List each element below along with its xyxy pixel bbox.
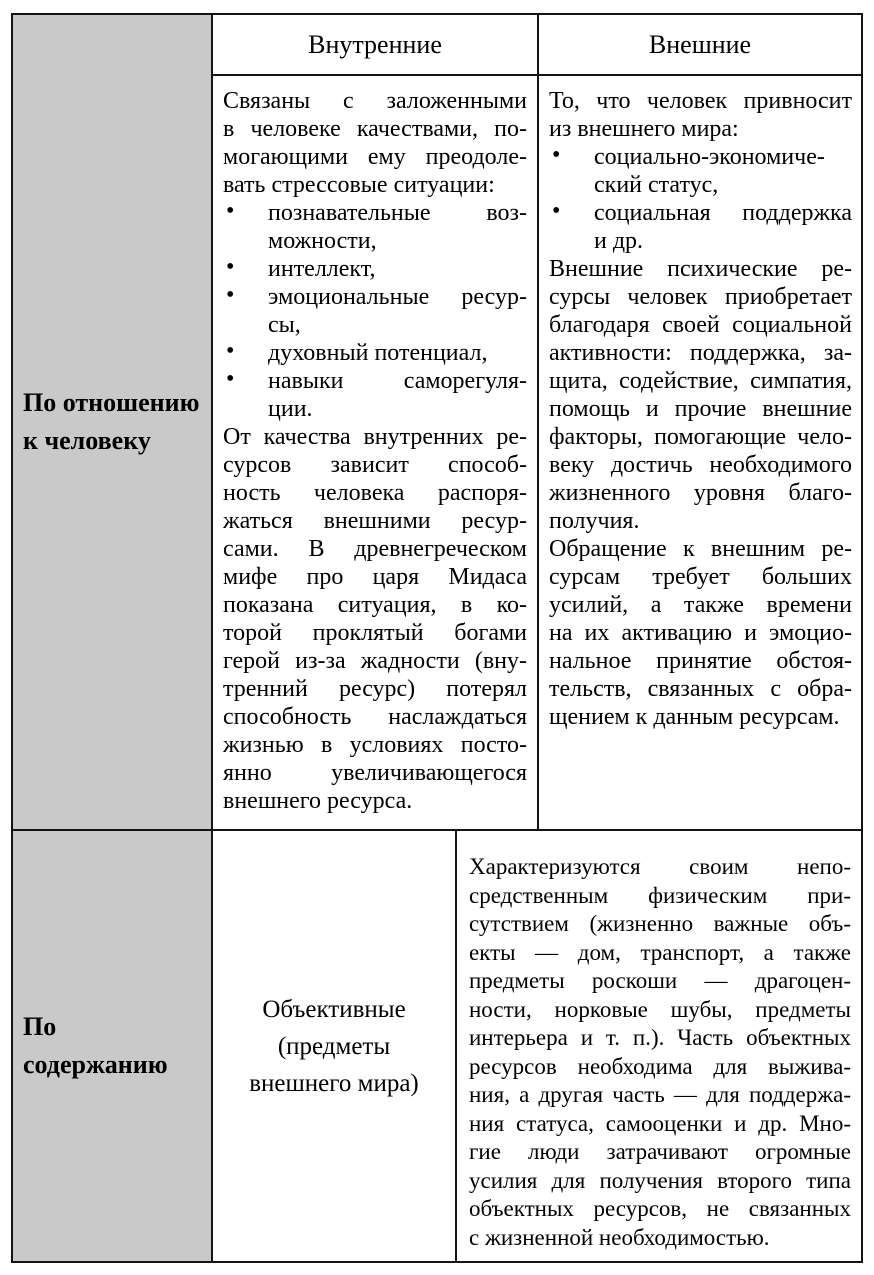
text-line: мифе про царя Мидаса bbox=[223, 564, 527, 590]
text-line: социально-экономиче- bbox=[594, 144, 825, 170]
text-block bbox=[223, 87, 527, 199]
text-line: могающими ему преодоле- bbox=[223, 144, 527, 170]
table-row-by-relation bbox=[13, 15, 861, 831]
text-line: жизнью в условиях посто- bbox=[223, 732, 527, 758]
text-block bbox=[223, 423, 527, 815]
text-line: сурсов зависит способ- bbox=[223, 452, 527, 478]
text-line: тренний ресурс) потерял bbox=[223, 676, 527, 702]
bullet-item bbox=[549, 143, 852, 199]
text-line: сурсам требует больших bbox=[549, 564, 852, 590]
text-line: помощь и прочие внешние bbox=[549, 396, 852, 422]
text-line: благодаря своей социальной bbox=[549, 312, 852, 338]
bullet-icon: • bbox=[226, 198, 235, 224]
bullet-icon: • bbox=[226, 282, 235, 308]
bullet-icon: • bbox=[226, 338, 235, 364]
text-line: екты — дом, транспорт, а также bbox=[469, 939, 851, 965]
text-line: в человеке качествами, по- bbox=[223, 116, 527, 142]
text-line: Внешние психические ре- bbox=[549, 256, 852, 282]
bullet-item bbox=[223, 255, 527, 283]
text-line: По отношению bbox=[23, 388, 200, 417]
text-line: на их активацию и эмоцио- bbox=[549, 620, 852, 646]
cell-internal-resources bbox=[213, 76, 539, 829]
text-line: объектных ресурсов, не связанных bbox=[469, 1196, 851, 1221]
text-line: сурсы человек приобретает bbox=[549, 284, 852, 310]
text-block bbox=[23, 1008, 207, 1084]
bullet-item bbox=[223, 199, 527, 255]
text-line: факторы, помогающие чело- bbox=[549, 424, 852, 450]
text-line: интерьера и т. п.). Часть объектных bbox=[469, 1025, 851, 1050]
text-line: внешнего мира) bbox=[249, 1069, 419, 1097]
bullet-item bbox=[223, 367, 527, 423]
row-label-by-relation bbox=[13, 15, 213, 829]
cell-objective-description bbox=[457, 831, 861, 1261]
text-line: предметы роскоши — драгоцен- bbox=[469, 968, 851, 993]
text-line: торой проклятый богами bbox=[223, 620, 527, 646]
text-line: По содержанию bbox=[23, 1012, 168, 1079]
text-block bbox=[219, 991, 449, 1102]
text-line: к человеку bbox=[23, 426, 151, 455]
text-line: духовный потенциал, bbox=[268, 340, 488, 366]
text-line: ресурсов необходима для выжива- bbox=[469, 1053, 851, 1079]
text-line: ния, а другая часть — для поддержа- bbox=[469, 1082, 851, 1107]
cell-objective-type bbox=[213, 831, 457, 1261]
text-line: щением к данным ресурсам. bbox=[549, 704, 840, 730]
row1-main-area bbox=[213, 15, 861, 829]
bullet-icon: • bbox=[552, 142, 561, 168]
text-line: щита, содействие, симпатия, bbox=[549, 368, 852, 394]
column-header-external bbox=[539, 15, 861, 74]
text-block bbox=[549, 255, 852, 535]
text-line: сы, bbox=[268, 312, 301, 338]
text-line: сутствием (жизненно важные объ- bbox=[469, 911, 851, 936]
text-line: с жизненной необходимостью. bbox=[469, 1224, 770, 1250]
table-row-by-content bbox=[13, 831, 861, 1261]
text-line: нальное принятие обстоя- bbox=[549, 648, 852, 674]
text-line: социальная поддержка bbox=[594, 200, 852, 226]
text-line: Связаны с заложенными bbox=[223, 88, 527, 114]
text-line: янно увеличивающегося bbox=[223, 760, 527, 786]
text-line: Объективные bbox=[262, 995, 406, 1023]
text-line: можности, bbox=[268, 228, 377, 254]
text-line: герой из-за жадности (вну- bbox=[223, 648, 527, 674]
text-line: интеллект, bbox=[268, 256, 376, 282]
text-line: вать стрессовые ситуации: bbox=[223, 172, 495, 198]
text-line: веку достичь необходимого bbox=[549, 452, 852, 478]
text-line: получия. bbox=[549, 508, 640, 534]
text-line: То, что человек привносит bbox=[549, 88, 852, 114]
bullet-icon: • bbox=[226, 366, 235, 392]
text-line: ния статуса, самооценки и др. Мно- bbox=[469, 1110, 851, 1136]
column-header-internal-text: Внутренние bbox=[308, 29, 442, 59]
text-line: сами. В древнегреческом bbox=[223, 536, 527, 562]
text-line: тельств, связанных с обра- bbox=[549, 676, 852, 702]
text-line: познавательные воз- bbox=[268, 200, 527, 226]
text-line: ский статус, bbox=[594, 172, 719, 198]
text-line: ции. bbox=[268, 396, 313, 422]
row1-body bbox=[213, 76, 861, 829]
text-line: и др. bbox=[594, 228, 644, 254]
column-header-external-text: Внешние bbox=[648, 29, 752, 59]
text-line: усилия для получения второго типа bbox=[469, 1167, 851, 1193]
text-line: гие люди затрачивают огромные bbox=[469, 1139, 851, 1164]
text-line: из внешнего мира: bbox=[549, 116, 739, 142]
bullet-item bbox=[223, 339, 527, 367]
text-block bbox=[549, 87, 852, 143]
text-block bbox=[549, 535, 852, 731]
text-line: От качества внутренних ре- bbox=[223, 424, 527, 450]
bullet-icon: • bbox=[552, 198, 561, 224]
text-line: ность человека распоря- bbox=[223, 480, 527, 506]
bullet-item bbox=[549, 199, 852, 255]
bullet-item bbox=[223, 283, 527, 339]
text-line: способность наслаждаться bbox=[223, 704, 527, 730]
text-line: внешнего ресурса. bbox=[223, 788, 413, 814]
text-line: показана ситуация, в ко- bbox=[223, 592, 527, 618]
text-line: усилий, а также времени bbox=[549, 592, 852, 618]
text-line: Характеризуются своим непо- bbox=[469, 854, 851, 879]
text-line: средственным физическим при- bbox=[469, 882, 851, 908]
row-label-by-content bbox=[13, 831, 213, 1261]
column-header-internal bbox=[213, 15, 539, 74]
text-block bbox=[469, 853, 851, 1252]
column-header-row bbox=[213, 15, 861, 76]
text-line: активности: поддержка, за- bbox=[549, 340, 852, 366]
text-line: жаться внешними ресур- bbox=[223, 508, 527, 534]
text-line: эмоциональные ресур- bbox=[268, 284, 527, 310]
text-line: Обращение к внешним ре- bbox=[549, 536, 852, 562]
text-line: ности, норковые шубы, предметы bbox=[469, 996, 851, 1022]
text-block bbox=[23, 384, 207, 460]
cell-external-resources bbox=[539, 76, 861, 829]
text-line: жизненного уровня благо- bbox=[549, 480, 852, 506]
bullet-icon: • bbox=[226, 254, 235, 280]
resources-classification-table bbox=[11, 13, 863, 1263]
text-line: навыки саморегуля- bbox=[268, 368, 527, 394]
text-line: (предметы bbox=[277, 1032, 391, 1060]
